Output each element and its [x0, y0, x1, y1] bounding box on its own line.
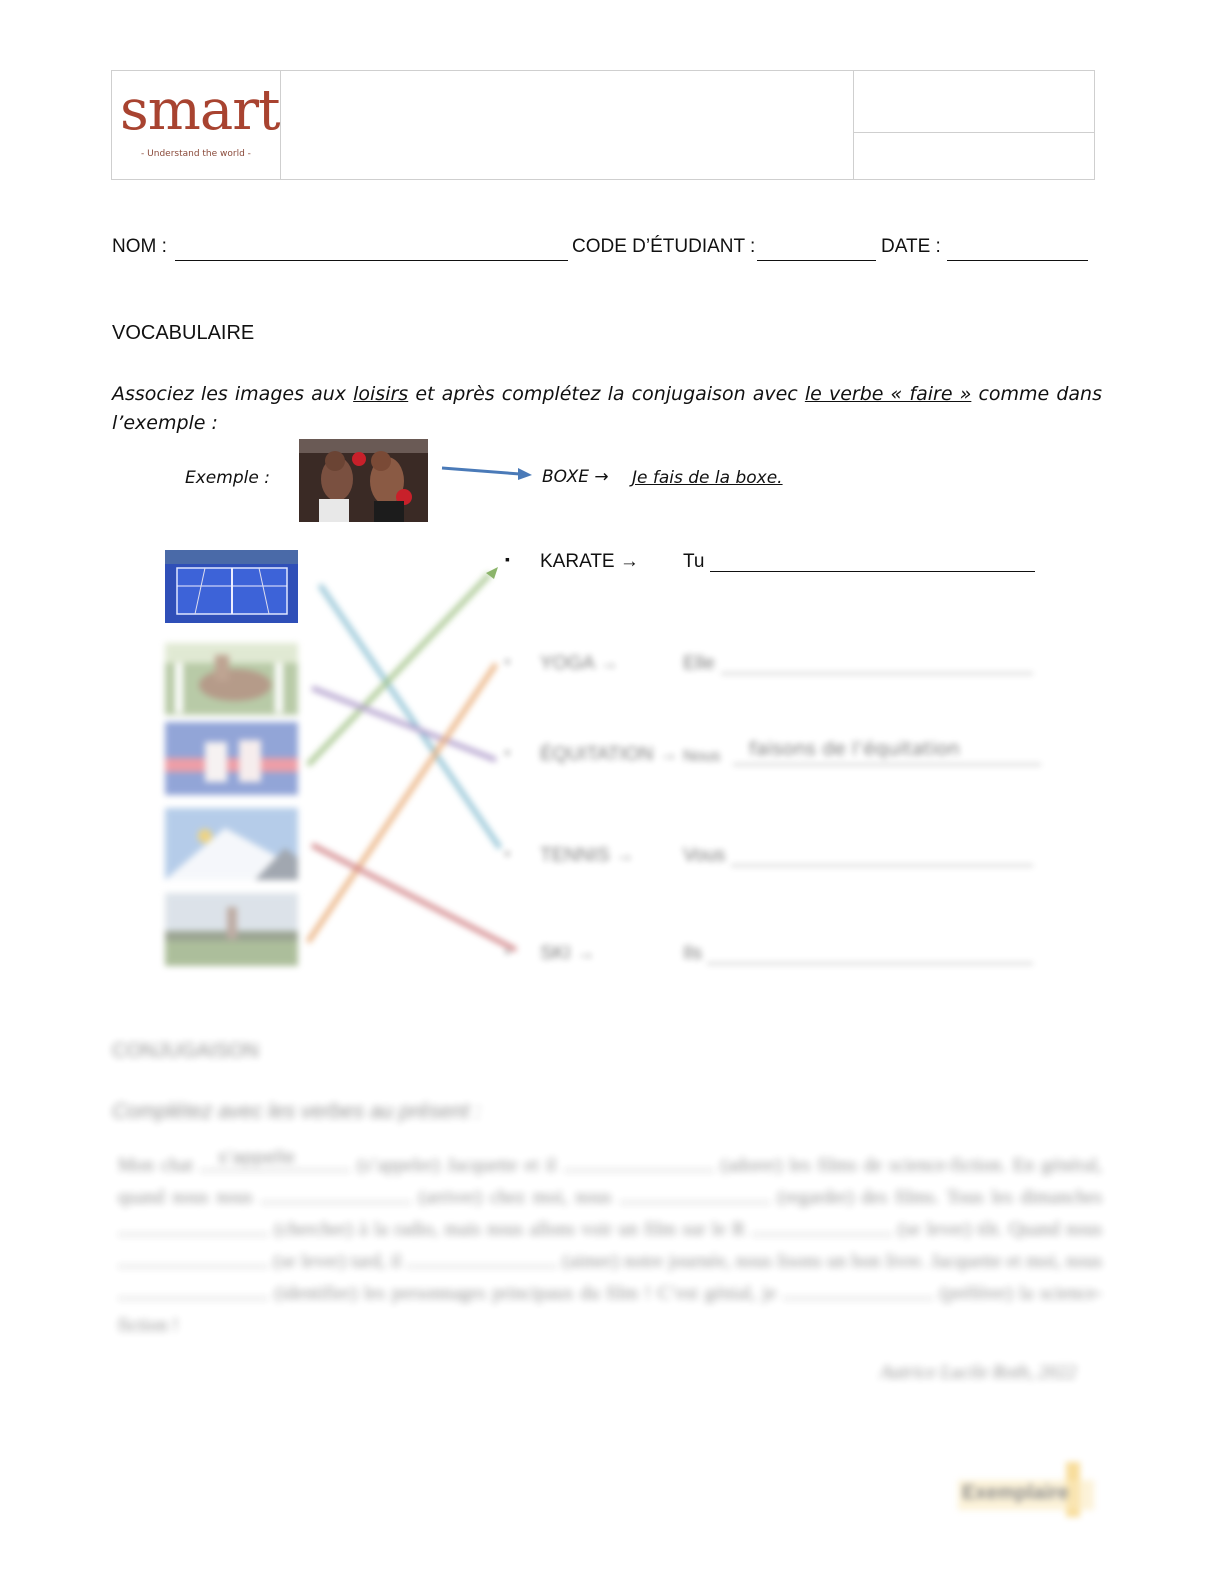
link-verbe-faire[interactable]: le verbe « faire »: [804, 383, 972, 405]
line-ski: [312, 845, 516, 950]
answer-blank[interactable]: [721, 673, 1033, 674]
date-blank[interactable]: [947, 260, 1088, 261]
conjugaison-instruction: Complétez avec les verbes au présent :: [112, 1100, 481, 1123]
conjugaison-paragraph: Mon chat s’appelle (s’appeler) Jacquette et il (adorer) les films de science-fiction. En général, quand nous nous (arriver) chez moi, nous (regarder) des films. Tous les dimanches (chercher) à la radio, mais nous allons voir un film sur le R (se lever) tôt. Quand nous (se lever) tard, il (aimer) notre journée, nous lisons un bon livre. Jacquette et moi, nous (identifier) les personnages principaux du film ! C’est génial, je (préférer) la science-fiction !: [118, 1150, 1102, 1342]
pronoun: Nous: [683, 748, 721, 765]
blank-10[interactable]: [783, 1280, 933, 1299]
student-id-line: [112, 236, 1102, 266]
karate-photo[interactable]: [165, 722, 298, 795]
info-cell-bottom: [853, 133, 1094, 179]
line-karate: [308, 574, 490, 765]
pronoun: Ils: [683, 943, 702, 964]
signature: Autrice Lucile Roth, 2022: [880, 1362, 1077, 1383]
answer-blank[interactable]: [707, 963, 1033, 964]
yoga-photo[interactable]: [165, 893, 298, 966]
matching-lines: [300, 560, 530, 980]
boxing-illustration: [299, 439, 428, 522]
example-answer: Je fais de la boxe.: [632, 468, 783, 488]
ski-illustration: [165, 808, 298, 880]
line-tennis: [320, 585, 500, 848]
answer-blank[interactable]: [733, 764, 1041, 765]
code-label: CODE D’ÉTUDIANT :: [572, 236, 756, 257]
sport-label: TENNIS →: [540, 845, 634, 866]
code-blank[interactable]: [757, 260, 876, 261]
blank-6[interactable]: [752, 1216, 892, 1235]
pronoun: Tu: [683, 551, 705, 572]
blank-7[interactable]: [118, 1248, 268, 1267]
logo-cell: [112, 71, 281, 179]
logo-wordmark: smart: [120, 78, 280, 143]
pronoun: Elle: [683, 653, 715, 674]
line-equitation: [312, 688, 496, 760]
title-cell: [280, 71, 854, 179]
horse-photo[interactable]: [165, 643, 298, 715]
blank-9[interactable]: [118, 1280, 268, 1299]
info-cell-top: [853, 71, 1094, 133]
conjugaison-title: CONJUGAISON: [112, 1040, 259, 1062]
karate-arrowhead: [484, 565, 504, 583]
pronoun: Vous: [683, 845, 726, 866]
footer-logo-text: Exemplaire: [962, 1482, 1069, 1504]
nom-label: NOM :: [112, 236, 167, 257]
blank-3[interactable]: [261, 1184, 411, 1203]
tennis-photo[interactable]: [165, 550, 298, 623]
example-label: Exemple :: [185, 468, 270, 488]
yoga-illustration: [165, 893, 298, 966]
answer-text: faisons de l’équitation: [749, 738, 960, 760]
tennis-court-illustration: [165, 550, 298, 623]
sport-label: ÉQUITATION →: [540, 744, 678, 765]
answer-blank[interactable]: [731, 865, 1033, 866]
vocab-title: VOCABULAIRE: [112, 322, 255, 344]
karate-illustration: [165, 722, 298, 795]
answer-blank[interactable]: [710, 571, 1035, 572]
blank-2[interactable]: [564, 1152, 714, 1171]
bullet: ▪: [505, 551, 510, 567]
link-loisirs[interactable]: loisirs: [353, 383, 409, 405]
sport-label: SKI →: [540, 943, 595, 964]
sport-label: YOGA →: [540, 653, 619, 674]
example-arrow: [440, 462, 535, 484]
boxing-photo: [299, 439, 428, 522]
equitation-illustration: [165, 643, 298, 715]
logo-tagline: - Understand the world -: [141, 149, 251, 159]
header-table: [111, 70, 1095, 180]
nom-blank[interactable]: [175, 260, 568, 261]
blank-4[interactable]: [620, 1184, 770, 1203]
vocab-instruction: Associez les images aux loisirs et après complétez la conjugaison avec le verbe « faire » comme dans l’exemple :: [112, 383, 1103, 434]
blank-5[interactable]: [118, 1216, 268, 1235]
blank-1[interactable]: [200, 1148, 350, 1171]
ski-photo[interactable]: [165, 808, 298, 880]
filled-answer: s’appelle: [218, 1148, 295, 1168]
sport-label: KARATE →: [540, 551, 639, 572]
blank-8[interactable]: [407, 1248, 557, 1267]
footer-logo: [958, 1462, 1094, 1517]
date-label: DATE :: [881, 236, 941, 257]
example-sport: BOXE →: [542, 467, 609, 487]
